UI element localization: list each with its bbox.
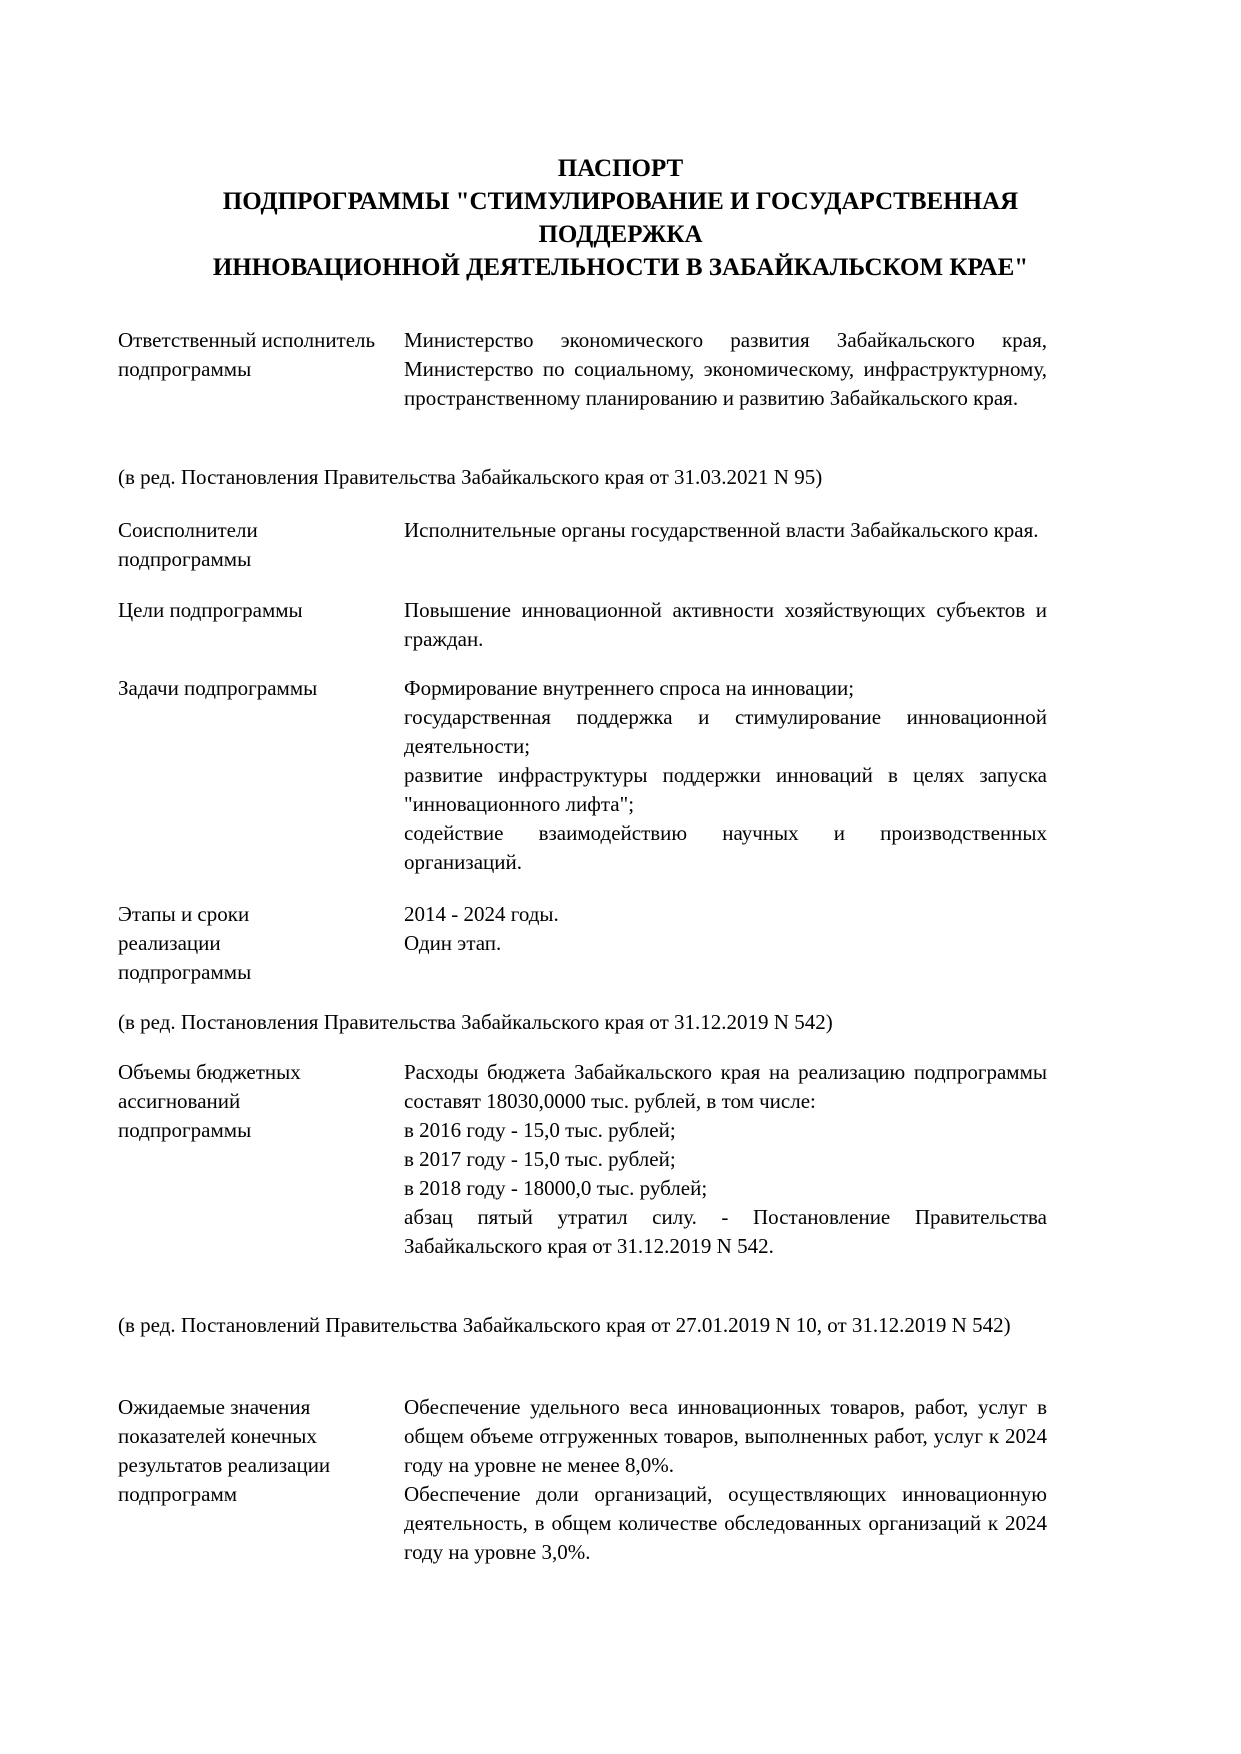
- row-label: Ожидаемые значения показателей конечных результатов реализации подпрограмм: [118, 1395, 331, 1506]
- row-value: [404, 1393, 1047, 1567]
- row-value: [404, 674, 1047, 877]
- value-paragraph: Один этап.: [404, 931, 502, 955]
- amendment-note: (в ред. Постановления Правительства Забайкальского края от 31.03.2021 N 95): [118, 465, 823, 489]
- row-responsible-executor: [118, 326, 1047, 413]
- document-title: [0, 152, 1241, 284]
- row-value: [404, 1058, 1047, 1261]
- value-paragraph: 2014 - 2024 годы.: [404, 902, 559, 926]
- value-paragraph: Обеспечение удельного веса инновационных товаров, работ, услуг в общем объеме отгруженных товаров, выполненных работ, услуг к 2024 году на уровне не менее 8,0%.: [404, 1395, 1047, 1477]
- title-line: ПОДПРОГРАММЫ "СТИМУЛИРОВАНИЕ И ГОСУДАРСТВЕННАЯ: [222, 188, 1019, 215]
- value-paragraph: абзац пятый утратил силу. - Постановление Правительства Забайкальского края от 31.12.2019 N 542.: [404, 1205, 1047, 1258]
- row-label: Соисполнители подпрограммы: [118, 518, 258, 571]
- value-paragraph: Расходы бюджета Забайкальского края на реализацию подпрограммы составят 18030,0000 тыс. рублей, в том числе:: [404, 1060, 1047, 1113]
- value-paragraph: Исполнительные органы государственной власти Забайкальского края.: [404, 518, 1039, 542]
- value-paragraph: в 2018 году - 18000,0 тыс. рублей;: [404, 1176, 708, 1200]
- value-paragraph: Обеспечение доли организаций, осуществляющих инновационную деятельность, в общем количестве обследованных организаций к 2024 году на уровне 3,0%.: [404, 1482, 1047, 1564]
- value-paragraph: содействие взаимодействию научных и производственных организаций.: [404, 821, 1047, 874]
- title-line: ПОДДЕРЖКА: [538, 221, 703, 248]
- value-paragraph: развитие инфраструктуры поддержки инноваций в целях запуска "инновационного лифта";: [404, 763, 1047, 816]
- row-value: [404, 900, 1047, 958]
- row-goals: [118, 596, 1047, 654]
- value-paragraph: в 2016 году - 15,0 тыс. рублей;: [404, 1118, 676, 1142]
- row-value: [404, 516, 1047, 545]
- value-paragraph: в 2017 году - 15,0 тыс. рублей;: [404, 1147, 676, 1171]
- row-label: Объемы бюджетных ассигнований подпрограммы: [118, 1060, 301, 1142]
- amendment-note: (в ред. Постановления Правительства Забайкальского края от 31.12.2019 N 542): [118, 1010, 833, 1034]
- value-paragraph: Формирование внутреннего спроса на инновации;: [404, 676, 855, 700]
- title-line: ИННОВАЦИОННОЙ ДЕЯТЕЛЬНОСТИ В ЗАБАЙКАЛЬСКОМ КРАЕ": [212, 254, 1029, 281]
- row-value: [404, 596, 1047, 654]
- row-label: Этапы и сроки реализации подпрограммы: [118, 902, 252, 984]
- row-tasks: [118, 674, 1047, 877]
- value-paragraph: Министерство экономического развития Забайкальского края, Министерство по социальному, экономическому, инфраструктурному, пространственному планированию и развитию Забайкальского края.: [404, 328, 1047, 410]
- value-paragraph: Повышение инновационной активности хозяйствующих субъектов и граждан.: [404, 598, 1047, 651]
- row-label: Цели подпрограммы: [118, 598, 303, 622]
- row-co-executors: [118, 516, 1047, 571]
- amendment-note: (в ред. Постановлений Правительства Забайкальского края от 27.01.2019 N 10, от 31.12.2019 N 542): [118, 1313, 1011, 1337]
- row-label: Ответственный исполнитель подпрограммы: [118, 328, 376, 381]
- row-label: Задачи подпрограммы: [118, 676, 318, 700]
- row-value: [404, 326, 1047, 413]
- row-stages: [118, 900, 1047, 984]
- row-expected-results: [118, 1393, 1047, 1567]
- title-line: ПАСПОРТ: [557, 155, 684, 182]
- value-paragraph: государственная поддержка и стимулирование инновационной деятельности;: [404, 705, 1047, 758]
- row-budget: [118, 1058, 1047, 1261]
